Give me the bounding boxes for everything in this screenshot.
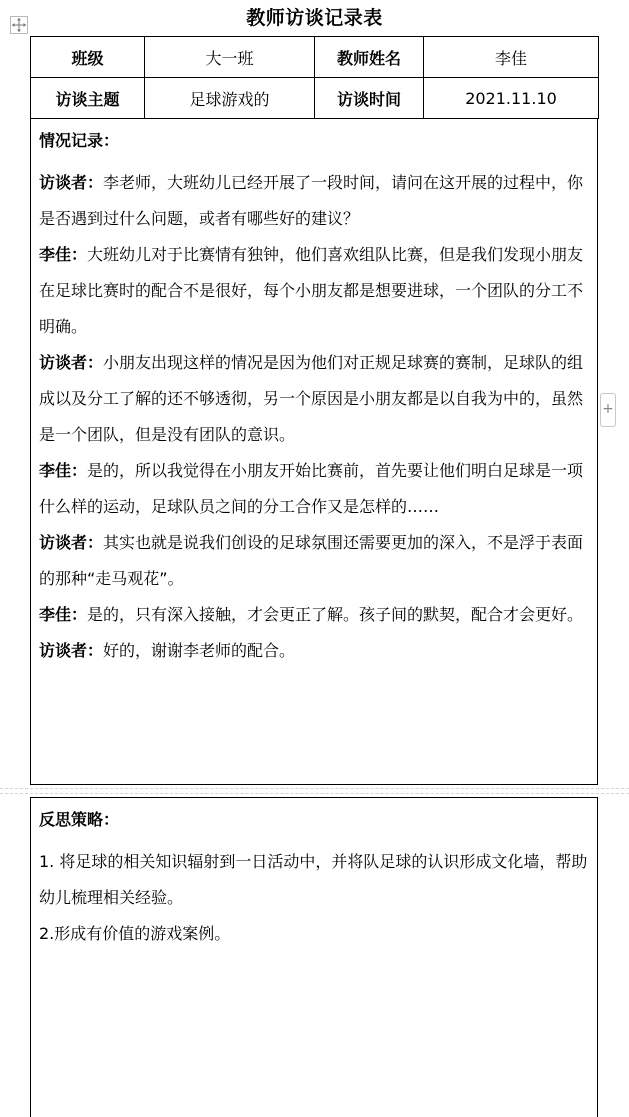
reflection-heading: 反思策略：: [39, 810, 120, 829]
record-cell[interactable]: [30, 119, 598, 785]
record-heading: 情况记录：: [39, 131, 120, 150]
record-entry: 访谈者：好的，谢谢李老师的配合。: [39, 641, 296, 660]
teacher-label: 教师姓名: [315, 37, 424, 78]
header-row-1: [31, 37, 599, 78]
topic-value[interactable]: 足球游戏的: [145, 78, 315, 119]
record-entry: 访谈者：其实也就是说我们创设的足球氛围还需要更加的深入，不是浮于表面的那种“走马观花”。: [39, 533, 584, 588]
date-label: 访谈时间: [315, 78, 424, 119]
teacher-value[interactable]: 李佳: [424, 37, 599, 78]
page-title: 教师访谈记录表: [246, 7, 383, 29]
reflection-item: 1. 将足球的相关知识辐射到一日活动中，并将队足球的认识形成文化墙，帮助幼儿梳理相关经验。: [39, 852, 588, 907]
class-value[interactable]: 大一班: [145, 37, 315, 78]
record-entry: 李佳：是的，所以我觉得在小朋友开始比赛前，首先要让他们明白足球是一项什么样的运动，足球队员之间的分工合作又是怎样的……: [39, 461, 584, 516]
reflection-cell[interactable]: [30, 797, 598, 1117]
add-row-icon[interactable]: +: [600, 393, 616, 427]
record-entry: 李佳：大班幼儿对于比赛情有独钟，他们喜欢组队比赛，但是我们发现小朋友在足球比赛时的配合不是很好，每个小朋友都是想要进球，一个团队的分工不明确。: [39, 245, 584, 336]
class-label: 班级: [31, 37, 145, 78]
header-row-2: [31, 78, 599, 119]
reflection-item: 2.形成有价值的游戏案例。: [39, 924, 231, 943]
record-entry: 访谈者：李老师，大班幼儿已经开展了一段时间，请问在这开展的过程中，你是否遇到过什么问题，或者有哪些好的建议？: [39, 173, 584, 228]
header-table: [30, 36, 599, 119]
record-entry: 访谈者：小朋友出现这样的情况是因为他们对正规足球赛的赛制，足球队的组成以及分工了解的还不够透彻，另一个原因是小朋友都是以自我为中的，虽然是一个团队，但是没有团队的意识。: [39, 353, 584, 444]
topic-label: 访谈主题: [31, 78, 145, 119]
date-value[interactable]: 2021.11.10: [424, 78, 599, 119]
page-break-divider: [0, 788, 629, 794]
record-entry: 李佳：是的，只有深入接触，才会更正了解。孩子间的默契，配合才会更好。: [39, 605, 584, 624]
